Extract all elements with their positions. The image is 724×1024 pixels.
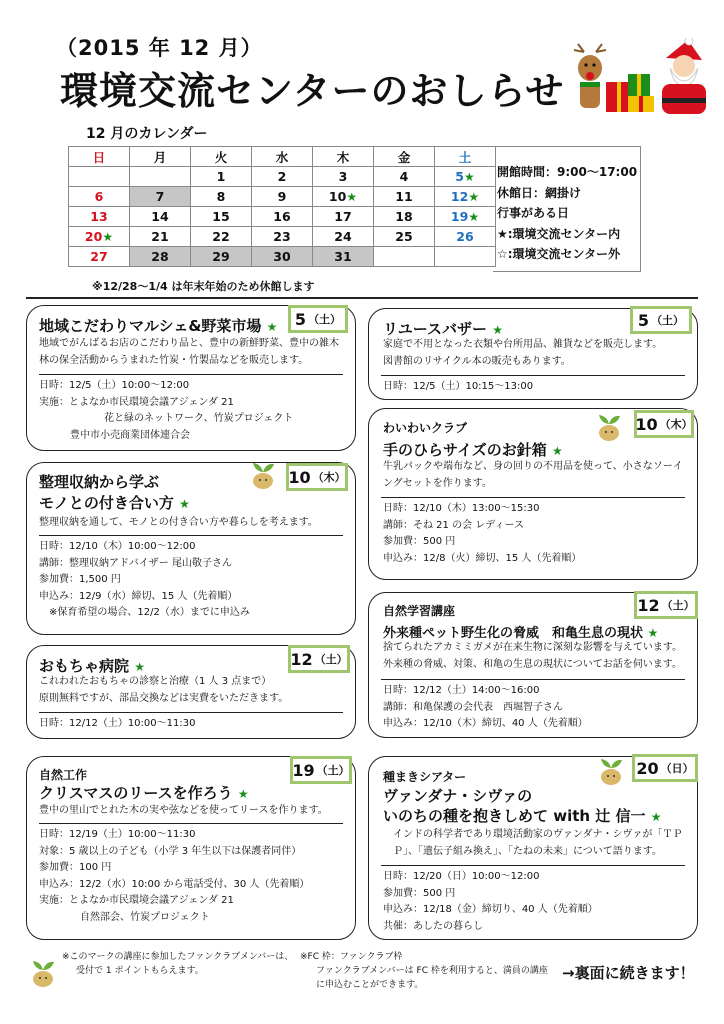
event-info: 日時：12/12（土）10:00～11:30 <box>39 718 196 729</box>
calendar-day: 11 <box>374 187 435 207</box>
calendar-day <box>69 167 130 187</box>
event-desc: 家庭で不用となった衣類や台所用品、雑貨などを販売します。 図書館のリサイクル本の販売もあります。 <box>383 339 663 367</box>
event-info: 日時：12/5（土）10:00～12:00 実施：とよなか市民環境会議アジェンダ 21 花と緑のネットワーク、竹炭プロジェクト 豊中市小売商業団体連合会 <box>39 380 294 441</box>
date-badge: 12 （土） <box>288 645 350 673</box>
event-title: リユースバザー <box>383 320 487 338</box>
calendar-day: 1 <box>191 167 252 187</box>
inside-star-icon: ★ <box>266 320 278 334</box>
christmas-illustration <box>566 38 714 120</box>
calendar-day: 14 <box>130 207 191 227</box>
inside-star-icon: ★ <box>468 190 480 204</box>
event-label: 自然工作 <box>39 768 88 782</box>
calendar-day: 13 <box>69 207 130 227</box>
event-title: 外来種ペット野生化の脅威 和亀生息の現状 <box>383 626 644 641</box>
date-badge: 5 （土） <box>288 305 348 333</box>
calendar-day <box>130 167 191 187</box>
date-badge: 5 （土） <box>630 306 692 334</box>
legend-inside: ★:環境交流センター内 <box>497 226 621 241</box>
event-card-tane <box>368 756 698 940</box>
sprout-icon <box>598 756 624 786</box>
inside-star-icon: ★ <box>650 810 662 824</box>
calendar-day: 25 <box>374 227 435 247</box>
event-desc: 整理収納を通して、モノとの付き合い方や暮らしを考えます。 <box>39 517 318 528</box>
calendar-day <box>374 247 435 267</box>
legend-hours: 開館時間：9:00～17:00 <box>497 165 638 179</box>
event-title: 整理収納から学ぶ <box>39 473 160 491</box>
event-desc: 地域でがんばるお店のこだわり品と、豊中の新鮮野菜、豊中の雑木 林の保全活動からうまれた竹炭・竹製品などを販売します。 <box>39 338 339 366</box>
event-info: 日時：12/10（木）10:00～12:00 講師：整理収納アドバイザー 尾山敬子さん 参加費：1,500 円 申込み：12/9（水）締切、15 人（先着順） ※保育希望の場合、12/2（水）までに申込み <box>39 541 250 618</box>
weekday-header: 日 <box>69 147 130 167</box>
event-info: 日時：12/19（土）10:00～11:30 対象：5 歳以上の子ども（小学 3 年生以下は保護者同伴） 参加費：100 円 申込み：12/2（水）10:00 から電話受付、30 人（先着順） 実施：とよなか市民環境会議アジェンダ 21 自然部会、竹炭プロジェクト <box>39 829 310 923</box>
sprout-icon <box>30 958 56 988</box>
sprout-icon <box>250 460 276 490</box>
continue-notice: →裏面に続きます！ <box>562 964 695 982</box>
inside-star-icon: ★ <box>237 787 249 801</box>
year-heading: （2015 年 12 月） <box>56 36 263 60</box>
weekday-header: 火 <box>191 147 252 167</box>
calendar-day: 18 <box>374 207 435 227</box>
weekday-header: 月 <box>130 147 191 167</box>
event-desc: 豊中の里山でとれた木の実や弦などを使ってリースを作ります。 <box>39 805 328 816</box>
calendar-day: 20★ <box>69 227 130 247</box>
weekday-header: 土 <box>435 147 496 167</box>
calendar-day: 27 <box>69 247 130 267</box>
event-label: 種まきシアター <box>383 770 467 784</box>
event-title: モノとの付き合い方 <box>39 494 174 512</box>
date-badge: 12 （土） <box>634 591 698 619</box>
gift-boxes-icon <box>606 74 654 112</box>
calendar-title: 12 月のカレンダー <box>86 126 208 142</box>
fc-frame-note: ※FC 枠：ファンクラブ枠 ファンクラブメンバーは FC 枠を利用すると、満員の講座 に申込むことができます。 <box>300 952 548 990</box>
inside-star-icon: ★ <box>647 626 659 640</box>
calendar-day: 31 <box>313 247 374 267</box>
inside-star-icon: ★ <box>468 210 480 224</box>
calendar-day: 3 <box>313 167 374 187</box>
calendar-day: 26 <box>435 227 496 247</box>
calendar-day: 5★ <box>435 167 496 187</box>
calendar-day: 17 <box>313 207 374 227</box>
calendar-day: 23 <box>252 227 313 247</box>
calendar-day: 19★ <box>435 207 496 227</box>
event-title: いのちの種を抱きしめて with 辻 信一 <box>383 807 646 825</box>
weekday-header: 木 <box>313 147 374 167</box>
calendar-day: 29 <box>191 247 252 267</box>
calendar-day: 22 <box>191 227 252 247</box>
calendar-day: 16 <box>252 207 313 227</box>
calendar-day: 7 <box>130 187 191 207</box>
date-badge: 10 （木） <box>634 410 694 438</box>
date-badge: 10 （木） <box>286 463 348 491</box>
calendar-day: 6 <box>69 187 130 207</box>
legend-events: 行事がある日 <box>497 206 570 220</box>
calendar-day: 4 <box>374 167 435 187</box>
sprout-icon <box>596 412 622 442</box>
weekday-header: 金 <box>374 147 435 167</box>
event-label: 自然学習講座 <box>383 604 456 618</box>
calendar-day: 9 <box>252 187 313 207</box>
calendar-legend <box>497 162 637 265</box>
santa-icon <box>662 38 706 114</box>
event-title: 手のひらサイズのお針箱 <box>383 441 547 459</box>
calendar-day: 24 <box>313 227 374 247</box>
date-badge: 19 （土） <box>290 756 352 784</box>
event-desc: 捨てられたアカミミガメが在来生物に深刻な影響を与えています。 外来種の脅威、対策、和亀の生息の現状についてお話を伺います。 <box>383 642 683 670</box>
inside-star-icon: ★ <box>102 230 114 244</box>
inside-star-icon: ★ <box>179 497 190 511</box>
inside-star-icon: ★ <box>552 444 563 458</box>
event-info: 日時：12/10（木）13:00～15:30 講師：そね 21 の会 レディース 参加費：500 円 申込み：12/8（火）締切、15 人（先着順） <box>383 503 582 564</box>
event-title: ヴァンダナ・シヴァの <box>383 787 533 805</box>
calendar-day: 30 <box>252 247 313 267</box>
calendar-day: 15 <box>191 207 252 227</box>
page-title: 環境交流センターのおしらせ <box>60 69 565 113</box>
event-title: クリスマスのリースを作ろう <box>39 784 233 802</box>
calendar-day: 12★ <box>435 187 496 207</box>
calendar-table <box>68 146 496 267</box>
weekday-header: 水 <box>252 147 313 167</box>
inside-star-icon: ★ <box>134 660 146 674</box>
event-desc: 牛乳パックや端布など、身の回りの不用品を使って、小さなソーイ ングセットを作ります。 <box>383 461 683 489</box>
event-info: 日時：12/5（土）10:15～13:00 <box>383 381 534 392</box>
legend-closed: 休館日：網掛け <box>497 185 582 200</box>
legend-outside: ☆:環境交流センター外 <box>497 247 621 261</box>
event-title: おもちゃ病院 <box>39 657 130 675</box>
divider <box>26 297 698 299</box>
event-title: 地域こだわりマルシェ&野菜市場 <box>39 317 262 335</box>
calendar-day: 10★ <box>313 187 374 207</box>
inside-star-icon: ★ <box>492 323 503 337</box>
event-info: 日時：12/12（土）14:00～16:00 講師：和亀保護の会代表 西堀智子さん 申込み：12/10（木）締切、40 人（先着順） <box>383 685 588 729</box>
calendar-day: 2 <box>252 167 313 187</box>
inside-star-icon: ★ <box>346 190 358 204</box>
event-label: わいわいクラブ <box>383 421 468 435</box>
calendar-day <box>435 247 496 267</box>
calendar-day: 21 <box>130 227 191 247</box>
inside-star-icon: ★ <box>463 170 475 184</box>
calendar-day: 28 <box>130 247 191 267</box>
calendar-day: 8 <box>191 187 252 207</box>
date-badge: 20 （日） <box>632 754 698 782</box>
event-desc: インドの科学者であり環境活動家のヴァンダナ・シヴァが「ＴＰ Ｐ」、「遺伝子組み換え」、「たねの未来」について語ります。 <box>393 829 683 857</box>
closure-note: ※12/28～1/4 は年末年始のため休館します <box>92 280 315 293</box>
fanclub-point-note: ※このマークの講座に参加したファンクラブメンバーは、 受付で 1 ポイントもらえます。 <box>62 952 294 976</box>
event-info: 日時：12/20（日）10:00～12:00 参加費：500 円 申込み：12/18（金）締切り、40 人（先着順） 共催：あしたの暮らし <box>383 871 598 932</box>
reindeer-icon <box>574 44 606 108</box>
event-desc: これわれたおもちゃの診察と治療（1 人 3 点まで） 原則無料ですが、部品交換などは実費をいただきます。 <box>39 676 289 704</box>
